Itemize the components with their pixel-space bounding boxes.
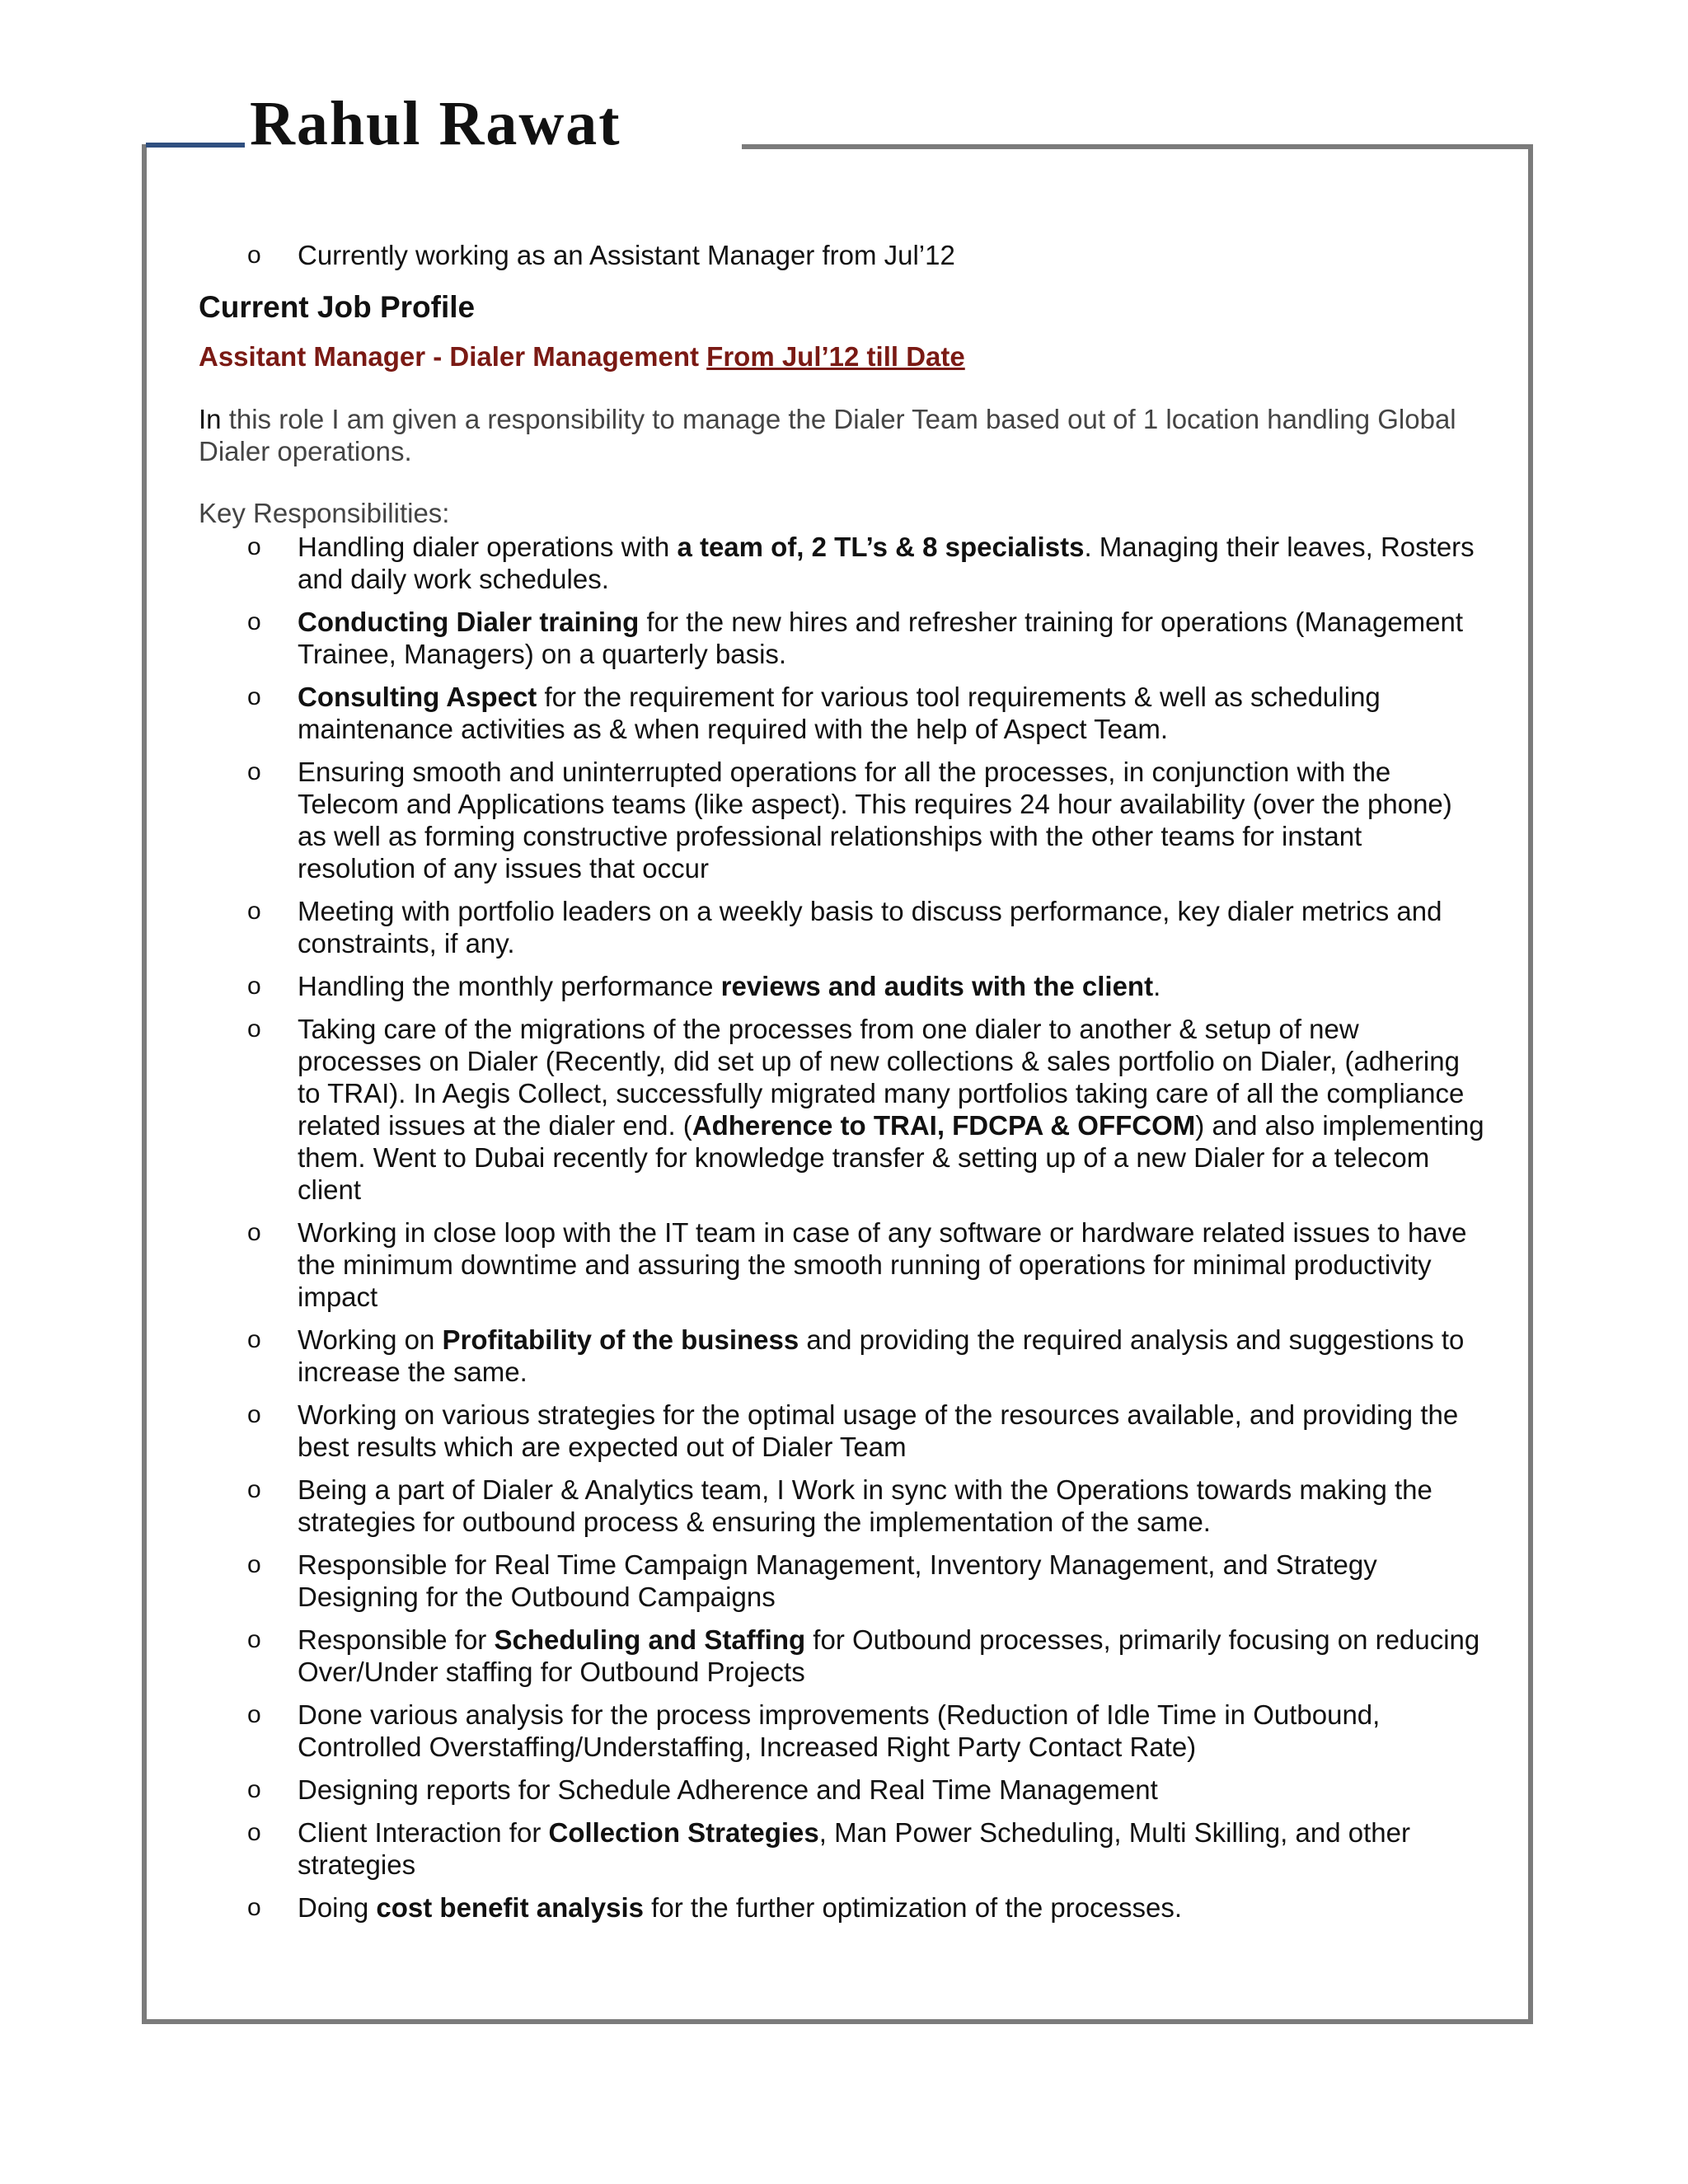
responsibility-text [298, 1699, 1484, 1763]
key-responsibilities-heading: Key Responsibilities: [199, 498, 450, 528]
section-title: Current Job Profile [199, 290, 476, 324]
responsibility-text-pre: Responsible for Real Time Campaign Management, Inventory Management, and Strategy Designing for the Outbound Campaigns [298, 1549, 1377, 1612]
bullet-marker: o [247, 1015, 261, 1043]
frame-top-right-line [742, 144, 1533, 149]
responsibility-text-pre: Working in close loop with the IT team in case of any software or hardware related issues to have the minimum downtime and assuring the smooth running of operations for minimal productivity impact [298, 1217, 1467, 1312]
responsibility-text [298, 531, 1484, 595]
responsibility-item [199, 1474, 1484, 1538]
responsibility-item [199, 1624, 1484, 1688]
bullet-marker: o [247, 758, 261, 785]
bullet-marker: o [247, 608, 261, 635]
responsibility-text [298, 1474, 1484, 1538]
responsibility-item [199, 756, 1484, 884]
responsibility-text [298, 1399, 1484, 1463]
responsibility-text [298, 1013, 1484, 1206]
responsibility-text-post: for the further optimization of the processes. [644, 1892, 1183, 1923]
responsibility-text [298, 970, 1484, 1002]
responsibility-item [199, 1399, 1484, 1463]
responsibility-text [298, 606, 1484, 670]
job-title: Assitant Manager - Dialer Management [199, 341, 707, 372]
name-accent-bar [146, 143, 245, 148]
responsibility-text [298, 1216, 1484, 1313]
responsibility-item [199, 681, 1484, 745]
responsibility-item [199, 531, 1484, 595]
responsibility-text-post: , Man Power Scheduling, Multi Skilling, and other strategies [298, 1817, 1410, 1880]
responsibility-item [199, 1816, 1484, 1881]
role-paragraph-text: this role I am given a responsibility to manage the Dialer Team based out of 1 location handling Global Dialer operations. [199, 404, 1456, 466]
responsibility-text-post: . Managing their leaves, Rosters and daily work schedules. [298, 532, 1475, 594]
responsibility-text [298, 1324, 1484, 1388]
responsibility-text-bold: Collection Strategies [548, 1817, 819, 1848]
responsibility-text-pre: Handling the monthly performance [298, 971, 721, 1001]
responsibility-text [298, 1549, 1484, 1613]
bullet-marker: o [247, 1476, 261, 1503]
responsibility-text-pre: Working on various strategies for the optimal usage of the resources available, and providing the best results which are expected out of Dialer Team [298, 1399, 1459, 1462]
responsibilities-list [199, 531, 1484, 1924]
responsibility-item [199, 1891, 1484, 1924]
responsibility-item [199, 895, 1484, 959]
responsibility-item [199, 1549, 1484, 1613]
responsibility-text-pre: Client Interaction for [298, 1817, 549, 1848]
responsibility-text-pre: Designing reports for Schedule Adherence and Real Time Management [298, 1774, 1158, 1805]
bullet-marker: o [247, 683, 261, 710]
responsibility-text [298, 1774, 1484, 1806]
responsibility-text-bold: cost benefit analysis [376, 1892, 645, 1923]
responsibility-text [298, 1891, 1484, 1924]
responsibility-item [199, 1699, 1484, 1763]
bullet-marker: o [247, 1626, 261, 1653]
responsibility-text-post: for the requirement for various tool requirements & well as scheduling maintenance activities as & when required with the help of Aspect Team. [298, 682, 1381, 744]
bullet-marker: o [247, 1219, 261, 1246]
responsibility-text-bold: Scheduling and Staffing [494, 1624, 806, 1655]
responsibility-text-pre: Doing [298, 1892, 377, 1923]
bullet-marker: o [247, 1894, 261, 1921]
intro-bullet [199, 239, 1484, 271]
frame-left-line [142, 144, 147, 2024]
bullet-marker: o [247, 1819, 261, 1846]
responsibility-text-post: for the new hires and refresher training for operations (Management Trainee, Managers) on a quarterly basis. [298, 607, 1464, 669]
responsibility-text-pre: Taking care of the migrations of the processes from one dialer to another & setup of new processes on Dialer (Recently, did set up of new collections & sales portfolio on Dialer, (adhering to TRAI). In Aegis Collect, successfully migrated many portfolios taking care of all the compliance related issues at the dialer end. ( [298, 1014, 1465, 1141]
responsibility-text-bold: Adherence to TRAI, FDCPA & OFFCOM [692, 1110, 1196, 1141]
responsibility-text-post: ) and also implementing them. Went to Dubai recently for knowledge transfer & setting up of a new Dialer for a telecom client [298, 1110, 1484, 1205]
responsibility-text-pre: Responsible for [298, 1624, 495, 1655]
responsibility-text-bold: a team of, 2 TL’s & 8 specialists [677, 532, 1085, 562]
bullet-marker: o [247, 1776, 261, 1803]
frame-right-line [1528, 144, 1533, 2024]
responsibility-text-bold: Consulting Aspect [298, 682, 537, 712]
responsibility-text-bold: reviews and audits with the client [720, 971, 1154, 1001]
job-title-line [199, 340, 1484, 373]
bullet-marker: o [247, 1701, 261, 1728]
responsibility-text-post: for Outbound processes, primarily focusing on reducing Over/Under staffing for Outbound Projects [298, 1624, 1480, 1687]
responsibility-text [298, 895, 1484, 959]
job-period: From Jul’12 till Date [706, 341, 965, 372]
bullet-marker: o [247, 972, 261, 1000]
role-paragraph [199, 403, 1484, 467]
responsibility-text-pre: Being a part of Dialer & Analytics team, I Work in sync with the Operations towards making the strategies for outbound process & ensuring the implementation of the same. [298, 1474, 1432, 1537]
responsibility-text-bold: Conducting Dialer training [298, 607, 640, 637]
responsibility-text [298, 756, 1484, 884]
responsibility-text [298, 1816, 1484, 1881]
responsibility-text-pre: Working on [298, 1324, 443, 1355]
frame-bottom-line [142, 2019, 1533, 2024]
responsibility-text [298, 1624, 1484, 1688]
bullet-marker: o [247, 1401, 261, 1428]
responsibility-item [199, 1216, 1484, 1313]
bullet-marker: o [247, 533, 261, 560]
candidate-name: Rahul Rawat [250, 89, 621, 158]
responsibility-text-post: and providing the required analysis and suggestions to increase the same. [298, 1324, 1465, 1387]
responsibility-text [298, 681, 1484, 745]
intro-bullet-text: Currently working as an Assistant Manager from Jul’12 [298, 240, 955, 270]
responsibility-text-pre: Ensuring smooth and uninterrupted operations for all the processes, in conjunction with the Telecom and Applications teams (like aspect). This requires 24 hour availability (over the phone) as well as forming constructive professional relationships with the other teams for instant resolution of any issues that occur [298, 757, 1452, 883]
responsibility-text-pre: Handling dialer operations with [298, 532, 678, 562]
responsibility-item [199, 970, 1484, 1002]
responsibility-text-pre: Meeting with portfolio leaders on a weekly basis to discuss performance, key dialer metrics and constraints, if any. [298, 896, 1442, 958]
responsibility-item [199, 606, 1484, 670]
responsibility-text-bold: Profitability of the business [442, 1324, 799, 1355]
responsibility-item [199, 1324, 1484, 1388]
responsibility-text-pre: Done various analysis for the process improvements (Reduction of Idle Time in Outbound, Controlled Overstaffing/Understaffing, Increased Right Party Contact Rate) [298, 1699, 1381, 1762]
bullet-marker: o [247, 241, 261, 269]
responsibility-item [199, 1013, 1484, 1206]
bullet-marker: o [247, 1326, 261, 1353]
role-paragraph-lead: In [199, 404, 222, 434]
bullet-marker: o [247, 1551, 261, 1578]
resume-content [199, 232, 1484, 1934]
responsibility-text-post: . [1153, 971, 1161, 1001]
responsibility-item [199, 1774, 1484, 1806]
bullet-marker: o [247, 898, 261, 925]
